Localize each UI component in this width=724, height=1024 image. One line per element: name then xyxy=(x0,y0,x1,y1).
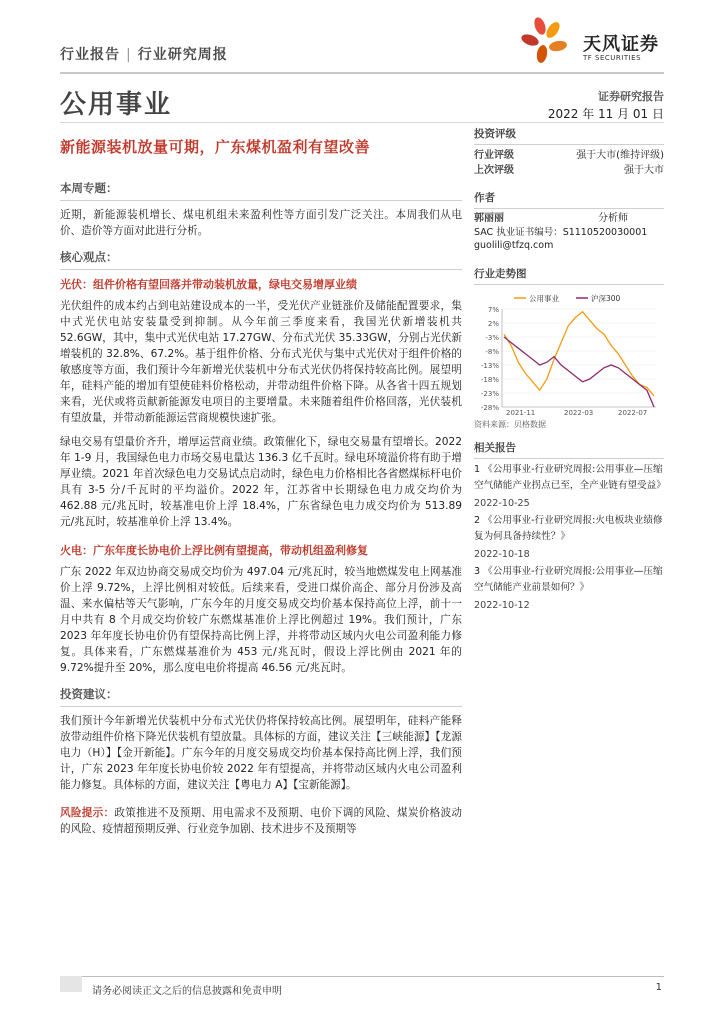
title-divider xyxy=(60,122,664,123)
report-series: 行业研究周报 xyxy=(137,47,228,63)
last-rating-value: 强于大市 xyxy=(624,165,664,176)
last-rating-row xyxy=(474,163,664,178)
thermal-paragraph: 广东 2022 年双边协商交易成交均价为 497.04 元/兆瓦时，较当地燃煤发电上网基准价上浮 9.72%，上浮比例相对较低。后续来看，受进口煤价高企、部分月份涉及高温、来水偏枯等天气影响，广东今年的月度交易成交均价基本保持高位上浮，前十一月中共有 8 个月成交均价较广东燃煤基准价上浮比例超过 19%。我们预计，广东 2023 年年度长协电价仍有望保持高比例上浮，并将带动区域内火电公司盈利能力修复。具体来看，广东燃煤基准价为 453 元/兆瓦时，假设上浮比例由 2021 年的 9.72%提升至 20%，那么度电电价将提高 46.56 元/兆瓦时。 xyxy=(60,566,462,674)
related-report-1[interactable]: 1 《公用事业-行业研究周报:公用事业—压缩空气储能产业拐点已至，全产业链有望受益》 xyxy=(474,464,666,491)
series-line-csi300 xyxy=(504,337,654,407)
logo-name-cn: 天风证券 xyxy=(583,34,659,55)
header-separator: | xyxy=(126,47,132,63)
author-email[interactable]: guolili@tfzq.com xyxy=(474,240,554,251)
y-tick-label: 2% xyxy=(487,320,499,328)
author-sac: SAC 执业证书编号：S1110520030001 xyxy=(474,227,648,238)
advice-heading: 投资建议： xyxy=(60,686,462,707)
pv-subheading: 光伏：组件价格有望回落并带动装机放量，绿电交易增厚业绩 xyxy=(60,278,357,291)
report-date: 2022 年 11 月 01 日 xyxy=(547,107,664,121)
sidebar xyxy=(474,124,664,615)
doc-type: 行业报告 xyxy=(60,47,120,63)
footer-disclaimer[interactable]: 请务必阅读正文之后的信息披露和免责申明 xyxy=(92,986,282,997)
series-line-utilities xyxy=(504,312,654,396)
related-report-2[interactable]: 2 《公用事业-行业研究周报:火电板块业绩修复为何具备持续性？》 xyxy=(474,515,663,542)
topic-text: 近期，新能源装机增长、煤电机组未来盈利性等方面引发广泛关注。本周我们从电价、造价等方面对此进行分析。 xyxy=(60,209,462,237)
y-tick-label: -13% xyxy=(480,362,499,370)
advice-text: 我们预计今年新增光伏装机中分布式光伏仍将保持较高比例。展望明年，硅料产能释放带动组件价格下降光伏装机有望放量。具体标的方面，建议关注【三峡能源】【龙源电力（H）】【金开新能】。广东今年的月度交易成交均价基本保持高比例上浮，我们预计，广东 2023 年年度长协电价较 2022 年有望提高，并将带动区域内火电公司盈利能力修复。具体标的方面，建议关注【粤电力 A】【宝新能源】。 xyxy=(60,715,462,791)
y-tick-label: -28% xyxy=(480,404,499,412)
pv-paragraph-2: 绿电交易有望量价齐升，增厚运营商业绩。政策催化下，绿电交易量有望增长。2022 年 1-9 月，我国绿色电力市场交易电量达 136.3 亿千瓦时。绿电环境溢价将有助于增厚业绩。2021 年首次绿色电力交易试点启动时，绿色电力价格相比各省燃煤标杆电价具有 3-5 分/千瓦时的平均溢价。2022 年，江苏省中长期绿色电力成交均价为 462.88 元/兆瓦时，较基准电价上浮 18.4%，广东省绿色电力成交均价为 513.89 元/兆瓦时，较基准单价上浮 13.4%。 xyxy=(60,436,462,528)
x-tick-label: 2021-11 xyxy=(506,409,536,417)
footer-divider xyxy=(60,976,664,977)
industry-rating-label: 行业评级 xyxy=(474,150,514,161)
x-tick-label: 2022-03 xyxy=(564,409,594,417)
y-tick-label: -3% xyxy=(485,334,499,342)
risk-text: 政策推进不及预期、用电需求不及预期、电价下调的风险、煤炭价格波动的风险、疫情超预期反弹、行业竞争加剧、技术进步不及预期等 xyxy=(60,807,463,835)
last-rating-label: 上次评级 xyxy=(474,165,514,176)
core-heading: 核心观点： xyxy=(60,249,462,270)
related-report-3[interactable]: 3 《公用事业-行业研究周报:公用事业—压缩空气储能产业前景如何？》 xyxy=(474,566,663,593)
related-report-date-3: 2022-10-12 xyxy=(474,600,530,611)
related-report-date-1: 2022-10-25 xyxy=(474,498,530,509)
related-report-date-2: 2022-10-18 xyxy=(474,549,530,560)
trend-chart-svg xyxy=(474,289,664,417)
author-role: 分析师 xyxy=(598,213,628,224)
industry-rating-row xyxy=(474,148,664,163)
y-tick-label: -23% xyxy=(480,390,499,398)
chart-source: 资料来源：贝格数据 xyxy=(474,420,546,429)
legend-label: 公用事业 xyxy=(529,294,559,303)
main-content xyxy=(60,180,462,837)
related-list xyxy=(474,462,664,613)
risk-warning xyxy=(60,805,462,837)
y-tick-label: 7% xyxy=(487,306,499,314)
pv-paragraph-1: 光伏组件的成本约占到电站建设成本的一半，受光伏产业链涨价及储能配置要求，集中式光伏电站安装量受到抑制。从今年前三季度来看，我国光伏新增装机共 52.6GW，其中，集中式光伏电站 17.27GW、分布式光伏 35.33GW，分别占光伏新增装机的 32.8%、67.2%。基于组件价格、分布式光伏与集中式光伏对于组件价格的敏感度等方面，我们预计今年新增光伏装机中分布式光伏仍将保持较高比例。展望明年，硅料产能的增加有望使硅料价格松动，并带动组件价格下降。从各省十四五规划来看，光伏或将贡献新能源发电项目的主要增量。未来随着组件价格回落，光伏装机有望放量，并带动新能源运营商规模快速扩张。 xyxy=(60,300,462,424)
trend-heading: 行业走势图 xyxy=(474,264,664,285)
author-row xyxy=(474,212,664,226)
footer-marker xyxy=(60,976,82,992)
thermal-subheading: 火电：广东年度长协电价上浮比例有望提高，带动机组盈利修复 xyxy=(60,544,368,557)
x-tick-label: 2022-07 xyxy=(618,409,648,417)
legend-label: 沪深300 xyxy=(591,294,621,303)
y-tick-label: -8% xyxy=(485,348,499,356)
rating-heading: 投资评级 xyxy=(474,124,664,145)
header-divider xyxy=(60,72,664,74)
author-heading: 作者 xyxy=(474,188,664,209)
trend-chart xyxy=(474,289,664,417)
report-title: 新能源装机放量可期，广东煤机盈利有望改善 xyxy=(60,138,371,156)
risk-label: 风险提示： xyxy=(60,807,115,819)
sector-title: 公用事业 xyxy=(60,90,173,120)
y-tick-label: -18% xyxy=(480,376,499,384)
report-type: 证券研究报告 xyxy=(598,90,664,103)
report-category xyxy=(60,44,228,64)
industry-rating-value: 强于大市(维持评级) xyxy=(576,150,664,161)
logo-mark-icon xyxy=(520,16,568,64)
logo-name-en: TF SECURITIES xyxy=(583,54,642,62)
topic-heading: 本周专题： xyxy=(60,180,462,201)
page-number: 1 xyxy=(655,982,662,993)
related-heading: 相关报告 xyxy=(474,438,664,459)
author-name: 郭丽丽 xyxy=(474,213,504,224)
